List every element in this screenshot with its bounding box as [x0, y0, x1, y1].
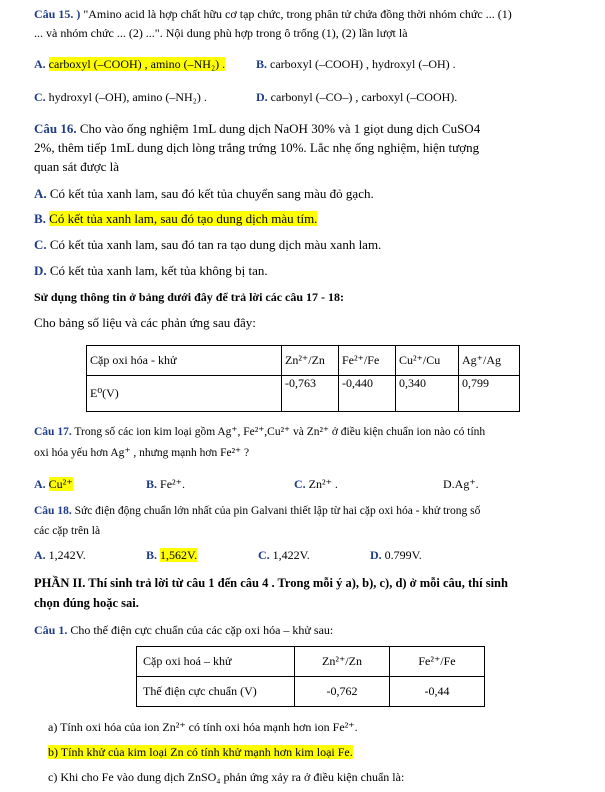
table1-value-fe: -0,440	[339, 376, 396, 412]
q18-option-a	[34, 547, 86, 563]
q18-stem-1: Sức điện động chuẩn lớn nhất của pin Galvani thiết lập từ hai cặp oxi hóa - khử trong số	[74, 505, 481, 517]
q15-b-text: carboxyl (–COOH) , hydroxyl (–OH) .	[270, 57, 456, 71]
q17-line1	[34, 424, 485, 440]
c1-value-zn: -0,762	[295, 677, 390, 707]
potential-table	[86, 345, 520, 412]
q16-option-d	[34, 262, 268, 280]
q18-option-c	[258, 547, 310, 563]
q16-stem-3: quan sát được là	[34, 159, 120, 174]
q17-b-text: Fe²⁺.	[160, 477, 185, 491]
q16-a-label: A.	[34, 186, 47, 201]
q16-d-label: D.	[34, 263, 47, 278]
q15-number: Câu 15. )	[34, 7, 81, 21]
q15-option-d	[256, 89, 457, 105]
q18-option-b	[146, 547, 197, 563]
q17-option-c	[294, 476, 338, 492]
c1-value-fe: -0,44	[390, 677, 485, 707]
c1-header-zn: Zn²⁺/Zn	[295, 647, 390, 677]
q17-number: Câu 17.	[34, 426, 72, 438]
q15-option-b	[256, 56, 456, 72]
q15-option-c	[34, 89, 207, 105]
q15-a-label: A.	[34, 57, 46, 71]
q15-c-text: hydroxyl (–OH), amino (–NH₂) .	[48, 90, 207, 104]
q16-stem-1: Cho vào ống nghiệm 1mL dung dịch NaOH 30% và 1 giọt dung dịch CuSO4	[79, 121, 481, 136]
table1-value-cu: 0,340	[396, 376, 459, 412]
q16-a-text: Có kết tủa xanh lam, sau đó kết tủa chuyển sang màu đỏ gạch.	[49, 186, 374, 201]
q18-line1	[34, 503, 480, 519]
table1-value-ag: 0,799	[459, 376, 520, 412]
c1-statement-b-text: b) Tính khử của kim loại Zn có tính khử mạnh hơn kim loại Fe.	[48, 745, 353, 759]
q16-c-text: Có kết tủa xanh lam, sau đó tan ra tạo dung dịch màu xanh lam.	[49, 237, 382, 252]
q15-line1	[34, 6, 512, 22]
c1-table	[136, 646, 485, 707]
q15-stem-1: "Amino acid là hợp chất hữu cơ tạp chức, trong phân tử chứa đồng thời nhóm chức ... (1)	[83, 7, 512, 21]
q18-number: Câu 18.	[34, 505, 72, 517]
table1-header-zn: Zn²⁺/Zn	[282, 346, 339, 376]
q15-stem-2: ... và nhóm chức ... (2) ...". Nội dung phù hợp trong ô trống (1), (2) lần lượt là	[34, 26, 408, 40]
q18-a-text: 1,242V.	[48, 548, 86, 562]
q18-d-label: D.	[370, 548, 382, 562]
c1-statement-b	[48, 744, 353, 760]
info-heading: Sử dụng thông tin ở bảng dưới đây để trả lời các câu 17 - 18:	[34, 290, 345, 304]
q16-stem-2: 2%, thêm tiếp 1mL dung dịch lòng trắng trứng 10%. Lắc nhẹ ống nghiệm, hiện tượng	[34, 140, 480, 155]
q16-b-label: B.	[34, 211, 46, 226]
c1-number: Câu 1.	[34, 623, 68, 637]
q18-b-label: B.	[146, 548, 158, 562]
q17-option-a	[34, 476, 73, 492]
q16-c-label: C.	[34, 237, 47, 252]
c1-stem: Cho thế điện cực chuẩn của các cặp oxi hóa – khử sau:	[70, 623, 334, 637]
q16-line1	[34, 120, 480, 138]
q15-option-a	[34, 56, 225, 72]
c1-header-fe: Fe²⁺/Fe	[390, 647, 485, 677]
q18-c-text: 1,422V.	[272, 548, 310, 562]
q16-option-c	[34, 236, 381, 254]
q15-a-text: carboxyl (–COOH) , amino (–NH₂) .	[48, 57, 226, 71]
c1-statement-c: c) Khi cho Fe vào dung dịch ZnSO₄ phản ứng xảy ra ở điều kiện chuẩn là:	[48, 770, 405, 784]
q18-a-label: A.	[34, 548, 46, 562]
table1-value-zn: -0,763	[282, 376, 339, 412]
q16-number: Câu 16.	[34, 121, 77, 136]
table1-header-ag: Ag⁺/Ag	[459, 346, 520, 376]
q17-c-label: C.	[294, 477, 306, 491]
table1-header-cu: Cu²⁺/Cu	[396, 346, 459, 376]
q17-a-text: Cu²⁺	[48, 477, 73, 491]
c1-row-label: Thế điện cực chuẩn (V)	[137, 677, 295, 707]
q17-stem-1: Trong số các ion kim loại gồm Ag⁺, Fe²⁺,Cu²⁺ và Zn²⁺ ở điều kiện chuẩn ion nào có tính	[74, 426, 486, 438]
q17-a-label: A.	[34, 477, 46, 491]
c1-line	[34, 622, 333, 638]
q15-d-label: D.	[256, 90, 268, 104]
q15-d-text: carbonyl (–CO–) , carboxyl (–COOH).	[270, 90, 458, 104]
q17-b-label: B.	[146, 477, 158, 491]
q17-option-d: D.Ag⁺.	[443, 477, 479, 491]
q18-option-d	[370, 547, 422, 563]
part2-heading-1: PHẦN II. Thí sinh trả lời từ câu 1 đến câu 4 . Trong mỗi ý a), b), c), d) ở mỗi câu, thí sinh	[34, 576, 508, 590]
q18-b-text: 1,562V.	[160, 548, 198, 562]
q16-option-a	[34, 185, 374, 203]
table1-header-pair: Cặp oxi hóa - khử	[87, 346, 282, 376]
part2-heading-2: chọn đúng hoặc sai.	[34, 596, 139, 610]
table1-header-fe: Fe²⁺/Fe	[339, 346, 396, 376]
q17-c-text: Zn²⁺ .	[308, 477, 338, 491]
q18-d-text: 0.799V.	[384, 548, 422, 562]
table1-row-label: E⁰(V)	[87, 376, 282, 412]
q15-b-label: B.	[256, 57, 268, 71]
q16-option-b	[34, 210, 317, 228]
q16-b-text: Có kết tủa xanh lam, sau đó tạo dung dịch màu tím.	[49, 211, 318, 226]
q15-c-label: C.	[34, 90, 46, 104]
q18-stem-2: các cặp trên là	[34, 525, 101, 537]
table1-intro: Cho bảng số liệu và các phản ứng sau đây:	[34, 315, 256, 330]
q18-c-label: C.	[258, 548, 270, 562]
c1-statement-a: a) Tính oxi hóa của ion Zn²⁺ có tính oxi hóa mạnh hơn ion Fe²⁺.	[48, 720, 358, 734]
q16-d-text: Có kết tủa xanh lam, kết tủa không bị tan.	[49, 263, 268, 278]
q17-option-b	[146, 476, 185, 492]
q17-stem-2: oxi hóa yếu hơn Ag⁺ , nhưng mạnh hơn Fe²⁺ ?	[34, 447, 250, 459]
c1-header-pair: Cặp oxi hoá – khử	[137, 647, 295, 677]
